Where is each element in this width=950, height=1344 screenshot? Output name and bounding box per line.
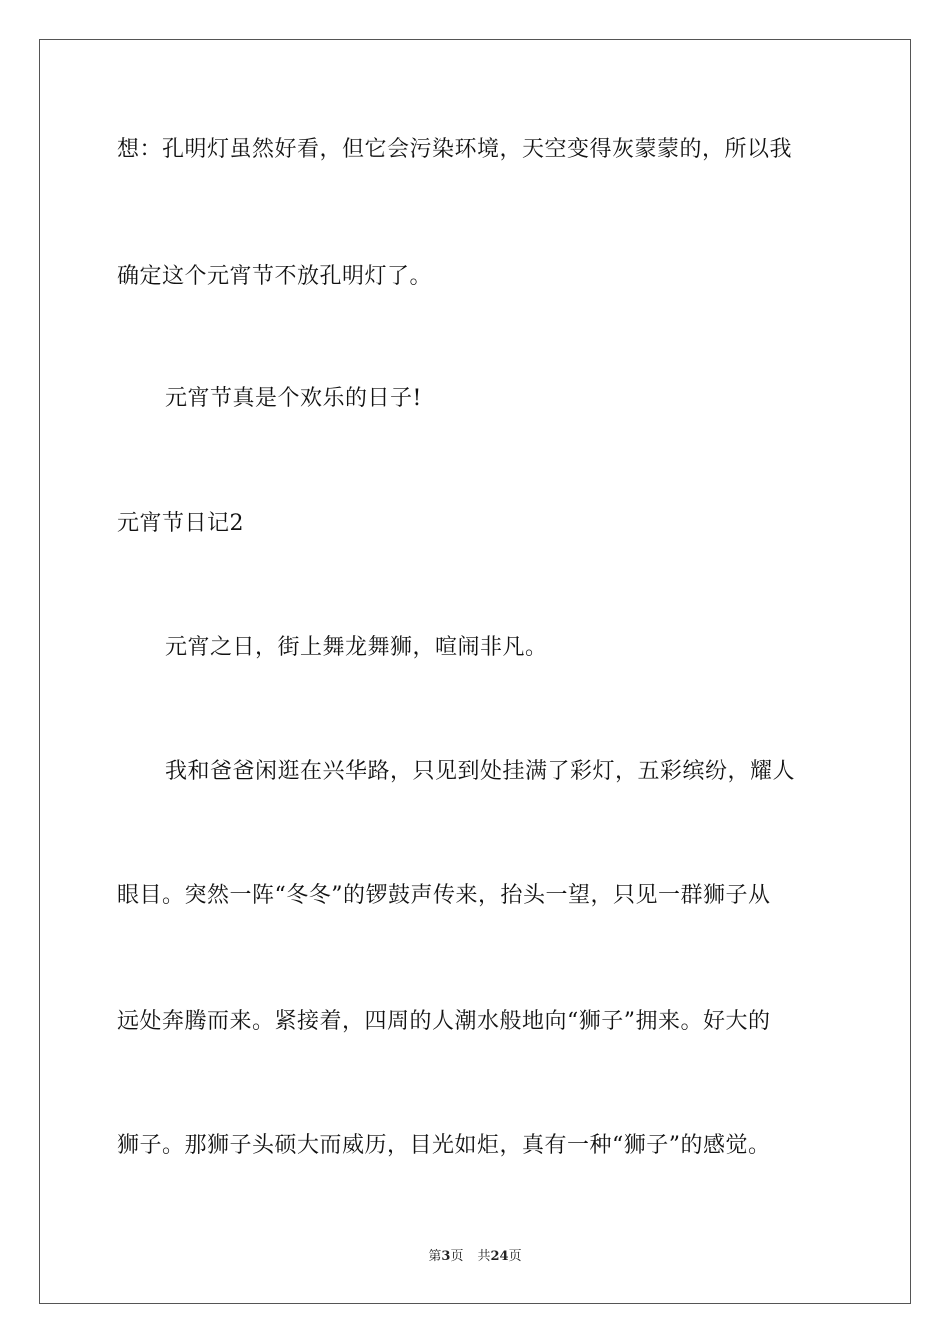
paragraph-line-8: 远处奔腾而来。紧接着，四周的人潮水般地向“狮子”拥来。好大的 bbox=[117, 1009, 771, 1034]
paragraph-line-3: 元宵节真是个欢乐的日子! bbox=[165, 386, 422, 411]
paragraph-line-5: 元宵之日，街上舞龙舞狮，喧闹非凡。 bbox=[165, 635, 548, 660]
page-prefix: 第 bbox=[428, 1249, 442, 1264]
paragraph-line-6: 我和爸爸闲逛在兴华路，只见到处挂满了彩灯，五彩缤纷，耀人 bbox=[165, 759, 796, 784]
paragraph-line-9: 狮子。那狮子头硕大而威历，目光如炬，真有一种“狮子”的感觉。 bbox=[117, 1133, 771, 1158]
section-heading: 元宵节日记2 bbox=[117, 511, 244, 536]
total-page-count: 24 bbox=[490, 1249, 509, 1264]
paragraph-line-7: 眼目。突然一阵“冬冬”的锣鼓声传来，抬头一望，只见一群狮子从 bbox=[117, 883, 771, 908]
page-unit: 页 bbox=[450, 1249, 464, 1264]
paragraph-line-2: 确定这个元宵节不放孔明灯了。 bbox=[117, 264, 433, 289]
page-footer bbox=[0, 1248, 950, 1266]
page-border bbox=[39, 39, 911, 1304]
total-unit: 页 bbox=[508, 1249, 522, 1264]
paragraph-line-1: 想：孔明灯虽然好看，但它会污染环境，天空变得灰蒙蒙的，所以我 bbox=[117, 137, 793, 162]
current-page-number: 3 bbox=[441, 1249, 451, 1264]
total-prefix: 共 bbox=[477, 1249, 491, 1264]
